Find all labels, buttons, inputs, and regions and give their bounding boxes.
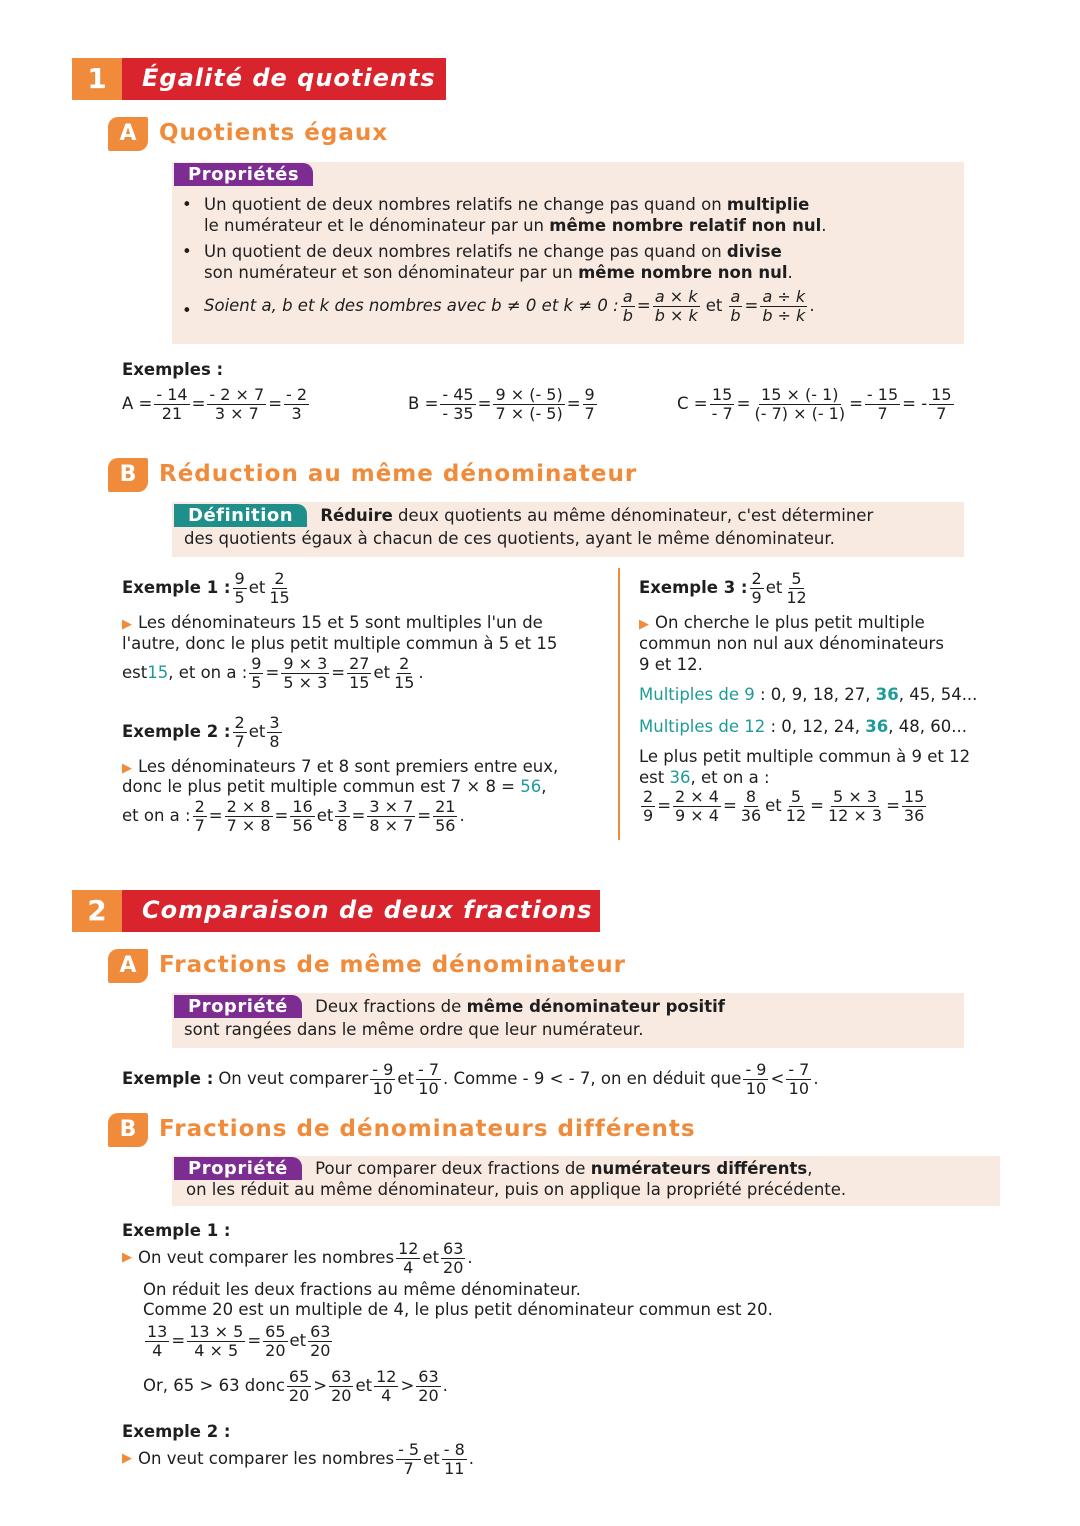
subsection-letter: A xyxy=(108,117,148,151)
section-number: 1 xyxy=(72,58,122,100)
example-B: B = $\frac{- 45}{- 35}$ = $\frac{9 \times (- 5)}{7 \times (- 5)}$ = $\frac{9}{7}$ xyxy=(408,385,595,423)
column-separator xyxy=(618,568,620,840)
example-2-title: Exemple 2 : $\frac{2}{7}$ et $\frac{3}{8}$ xyxy=(122,713,280,751)
example-1-title: Exemple 1 : $\frac{9}{5}$ et $\frac{2}{15}$ xyxy=(122,569,290,607)
properties-box: Propriétés • Un quotient de deux nombres relatifs ne change pas quand on multiplie le numérateur et le dénominateur par un même nombre relatif non nul. • Un quotient de deux nombres relatifs ne change pas quand on divise son numérateur et son dénominateur par un même nombre non nul. • Soient a, b et k des nombres avec b ≠ 0 et k ≠ 0 : $\frac{a}{b}$ = $\frac{a \times k}{b \times k}$ et $\frac{a}{b}$ = $\frac{a \div k}{b \div k}$ . xyxy=(172,162,964,344)
properties-tag: Propriétés xyxy=(174,163,313,186)
example-1-label: Exemple 1 : xyxy=(122,1221,231,1240)
subsection-title: Réduction au même dénominateur xyxy=(159,461,638,487)
multiples-of-12: Multiples de 12 : 0, 12, 24, 36, 48, 60... xyxy=(639,717,967,736)
example-C: C = $\frac{15}{- 7}$ = $\frac{15 \times (- 1)}{(- 7) \times (- 1)}$ = $\frac{- 15}{7}$ = - $\frac{15}{7}$ xyxy=(677,385,952,423)
property-bullet-3: • Soient a, b et k des nombres avec b ≠ 0 et k ≠ 0 : $\frac{a}{b}$ = $\frac{a \times k}{b \times k}$ et $\frac{a}{b}$ = $\frac{a \div k}{b \div k}$ . xyxy=(182,287,815,325)
subsection-title: Fractions de même dénominateur xyxy=(159,952,626,978)
definition-tag: Définition xyxy=(174,504,307,527)
property-box: Propriété Deux fractions de même dénominateur positif sont rangées dans le même ordre que leur numérateur. xyxy=(172,993,964,1048)
subsection-letter: B xyxy=(108,458,148,492)
example-compare: Exemple : On veut comparer $\frac{- 9}{10}$ et $\frac{- 7}{10}$ . Comme - 9 < - 7, on en déduit que $\frac{- 9}{10}$ < $\frac{- 7}{10}$ . xyxy=(122,1060,819,1098)
section-2-header xyxy=(72,890,600,932)
example-2-label: Exemple 2 : xyxy=(122,1422,231,1441)
property-tag: Propriété xyxy=(174,1157,302,1180)
property-bullet-1: • Un quotient de deux nombres relatifs ne change pas quand on multiplie xyxy=(182,195,810,214)
definition-box: Définition Réduire deux quotients au même dénominateur, c'est déterminer des quotients égaux à chacun de ces quotients, ayant le même dénominateur. xyxy=(172,502,964,557)
example-3-title: Exemple 3 : $\frac{2}{9}$ et $\frac{5}{12}$ xyxy=(639,569,807,607)
section-number: 2 xyxy=(72,890,122,932)
subsection-title: Quotients égaux xyxy=(159,120,389,146)
subsection-letter: B xyxy=(108,1113,148,1147)
property-box-2: Propriété Pour comparer deux fractions de numérateurs différents, on les réduit au même dénominateur, puis on applique la propriété précédente. xyxy=(172,1156,1000,1206)
examples-label: Exemples : xyxy=(122,360,224,379)
property-bullet-2: • Un quotient de deux nombres relatifs ne change pas quand on divise xyxy=(182,242,782,261)
section-1-header xyxy=(72,58,446,100)
property-tag: Propriété xyxy=(174,995,302,1018)
example-A: A = $\frac{- 14}{21}$ = $\frac{- 2 \times 7}{3 \times 7}$ = $\frac{- 2}{3}$ xyxy=(122,385,308,423)
subsection-title: Fractions de dénominateurs différents xyxy=(159,1116,696,1142)
section-title: Comparaison de deux fractions xyxy=(122,890,600,932)
subsection-letter: A xyxy=(108,949,148,983)
multiples-of-9: Multiples de 9 : 0, 9, 18, 27, 36, 45, 54... xyxy=(639,685,978,704)
section-title: Égalité de quotients xyxy=(122,58,446,100)
